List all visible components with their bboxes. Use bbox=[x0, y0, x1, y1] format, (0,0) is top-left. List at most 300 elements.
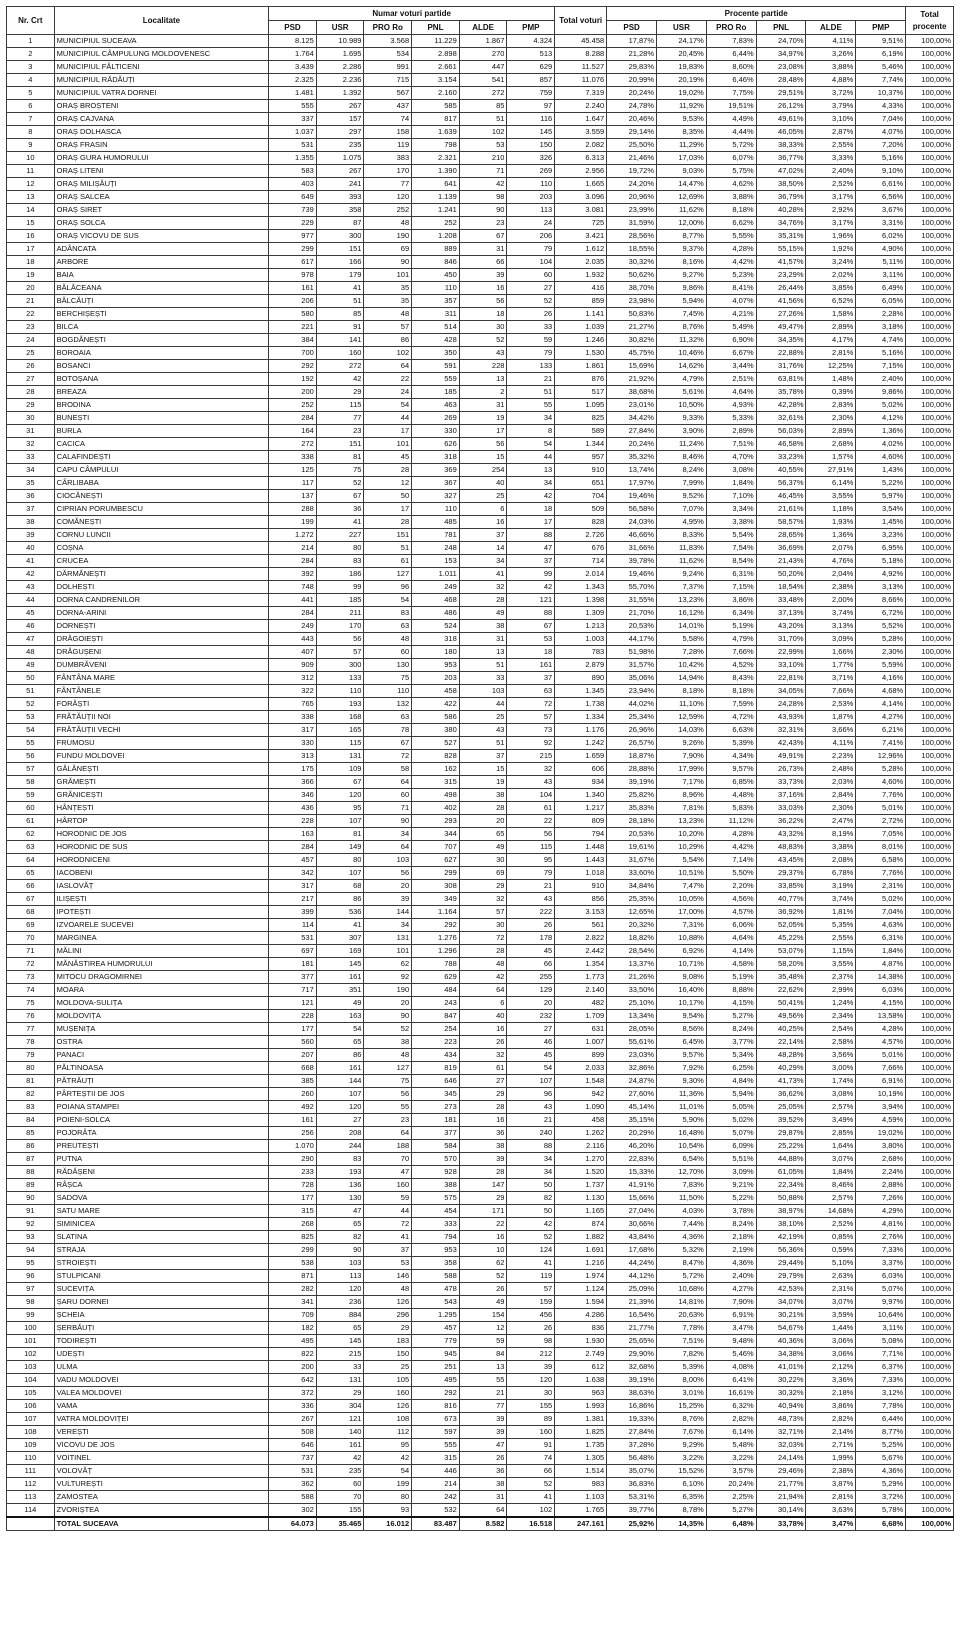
party-percent: 6,95% bbox=[856, 542, 906, 555]
party-vote-count: 977 bbox=[269, 230, 317, 243]
party-vote-count: 330 bbox=[269, 737, 317, 750]
party-percent: 3,80% bbox=[856, 1140, 906, 1153]
party-percent: 27,04% bbox=[607, 1205, 657, 1218]
party-vote-count: 161 bbox=[316, 1439, 364, 1452]
party-percent: 29,44% bbox=[756, 1257, 806, 1270]
party-vote-count: 700 bbox=[269, 347, 317, 360]
party-vote-count: 47 bbox=[459, 1439, 507, 1452]
total-votes: 794 bbox=[555, 828, 607, 841]
party-vote-count: 37 bbox=[459, 529, 507, 542]
party-vote-count: 217 bbox=[269, 893, 317, 906]
locality-name: BOSANCI bbox=[54, 360, 269, 373]
party-vote-count: 60 bbox=[364, 789, 412, 802]
total-votes: 1.262 bbox=[555, 1127, 607, 1140]
row-number: 42 bbox=[7, 568, 55, 581]
party-vote-count: 36 bbox=[316, 503, 364, 516]
party-vote-count: 103 bbox=[364, 854, 412, 867]
table-row bbox=[7, 1153, 954, 1166]
party-vote-count: 6 bbox=[459, 503, 507, 516]
total-votes: 1.659 bbox=[555, 750, 607, 763]
party-vote-count: 185 bbox=[316, 594, 364, 607]
row-number: 11 bbox=[7, 165, 55, 178]
total-votes: 1.090 bbox=[555, 1101, 607, 1114]
party-vote-count: 32 bbox=[459, 1049, 507, 1062]
row-number: 111 bbox=[7, 1465, 55, 1478]
table-row bbox=[7, 1296, 954, 1309]
table-row bbox=[7, 1387, 954, 1400]
party-percent: 23,98% bbox=[607, 295, 657, 308]
party-percent: 58,20% bbox=[756, 958, 806, 971]
party-vote-count: 145 bbox=[316, 1335, 364, 1348]
party-vote-count: 26 bbox=[507, 919, 555, 932]
table-row bbox=[7, 763, 954, 776]
locality-name: STROIEȘTI bbox=[54, 1257, 269, 1270]
party-vote-count: 32 bbox=[459, 893, 507, 906]
party-vote-count: 28 bbox=[459, 594, 507, 607]
party-vote-count: 130 bbox=[364, 659, 412, 672]
party-vote-count: 170 bbox=[316, 620, 364, 633]
party-percent: 6,07% bbox=[706, 152, 756, 165]
row-number: 16 bbox=[7, 230, 55, 243]
row-number: 2 bbox=[7, 48, 55, 61]
party-percent: 31,55% bbox=[607, 594, 657, 607]
locality-name: MĂNĂSTIREA HUMORULUI bbox=[54, 958, 269, 971]
locality-name: MARGINEA bbox=[54, 932, 269, 945]
party-vote-count: 73 bbox=[507, 724, 555, 737]
party-vote-count: 260 bbox=[269, 1088, 317, 1101]
party-percent: 5,94% bbox=[657, 295, 707, 308]
party-percent: 3,13% bbox=[856, 581, 906, 594]
party-percent: 20,29% bbox=[607, 1127, 657, 1140]
party-vote-count: 290 bbox=[269, 1153, 317, 1166]
party-percent: 53,07% bbox=[756, 945, 806, 958]
party-vote-count: 292 bbox=[412, 1387, 460, 1400]
party-vote-count: 447 bbox=[459, 61, 507, 74]
party-percent: 44,88% bbox=[756, 1153, 806, 1166]
party-percent: 4,64% bbox=[706, 932, 756, 945]
total-percent: 100,00% bbox=[906, 204, 954, 217]
party-vote-count: 88 bbox=[507, 607, 555, 620]
party-vote-count: 149 bbox=[316, 841, 364, 854]
total-votes: 509 bbox=[555, 503, 607, 516]
party-vote-count: 21 bbox=[507, 373, 555, 386]
party-vote-count: 350 bbox=[412, 347, 460, 360]
party-percent: 9,37% bbox=[657, 243, 707, 256]
party-percent: 2,08% bbox=[806, 854, 856, 867]
total-percent: 100,00% bbox=[906, 347, 954, 360]
locality-name: COMĂNEȘTI bbox=[54, 516, 269, 529]
party-vote-count: 857 bbox=[507, 74, 555, 87]
party-percent: 8,00% bbox=[657, 1374, 707, 1387]
party-percent: 6,78% bbox=[806, 867, 856, 880]
party-vote-count: 1.276 bbox=[412, 932, 460, 945]
total-votes: 1.213 bbox=[555, 620, 607, 633]
party-vote-count: 559 bbox=[412, 373, 460, 386]
party-vote-count: 51 bbox=[316, 295, 364, 308]
party-percent: 30,14% bbox=[756, 1504, 806, 1518]
party-percent: 20,99% bbox=[607, 74, 657, 87]
party-percent: 36,69% bbox=[756, 542, 806, 555]
party-vote-count: 107 bbox=[316, 815, 364, 828]
row-number: 71 bbox=[7, 945, 55, 958]
party-percent: 3,88% bbox=[806, 61, 856, 74]
party-vote-count: 29 bbox=[459, 1192, 507, 1205]
party-vote-count: 155 bbox=[316, 1504, 364, 1518]
party-percent: 3,57% bbox=[706, 1465, 756, 1478]
party-percent: 3,31% bbox=[856, 217, 906, 230]
party-percent: 52,05% bbox=[756, 919, 806, 932]
party-percent: 3,85% bbox=[806, 282, 856, 295]
total-votes: 482 bbox=[555, 997, 607, 1010]
party-vote-count: 114 bbox=[269, 919, 317, 932]
party-vote-count: 300 bbox=[316, 230, 364, 243]
party-vote-count: 978 bbox=[269, 269, 317, 282]
party-vote-count: 33 bbox=[316, 1361, 364, 1374]
row-number: 18 bbox=[7, 256, 55, 269]
locality-name: PĂTRĂUȚI bbox=[54, 1075, 269, 1088]
total-votes: 11.527 bbox=[555, 61, 607, 74]
header-party-votes: PMP bbox=[507, 21, 555, 35]
party-vote-count: 101 bbox=[364, 945, 412, 958]
party-vote-count: 16 bbox=[459, 1023, 507, 1036]
party-vote-count: 199 bbox=[364, 1478, 412, 1491]
party-vote-count: 86 bbox=[316, 893, 364, 906]
party-percent: 4,15% bbox=[856, 997, 906, 1010]
party-percent: 9,86% bbox=[856, 386, 906, 399]
party-vote-count: 70 bbox=[364, 1153, 412, 1166]
party-percent: 44,02% bbox=[607, 698, 657, 711]
party-vote-count: 38 bbox=[364, 1036, 412, 1049]
locality-name: GRĂMEȘTI bbox=[54, 776, 269, 789]
party-percent: 5,28% bbox=[856, 633, 906, 646]
party-vote-count: 34 bbox=[507, 477, 555, 490]
party-vote-count: 12 bbox=[364, 477, 412, 490]
party-percent: 6,44% bbox=[856, 1413, 906, 1426]
party-vote-count: 127 bbox=[364, 1062, 412, 1075]
party-vote-count: 252 bbox=[412, 217, 460, 230]
party-percent: 50,88% bbox=[756, 1192, 806, 1205]
table-row bbox=[7, 1309, 954, 1322]
party-vote-count: 40 bbox=[459, 1010, 507, 1023]
party-percent: 42,43% bbox=[756, 737, 806, 750]
party-vote-count: 384 bbox=[269, 334, 317, 347]
party-percent: 15,25% bbox=[657, 1400, 707, 1413]
row-number: 58 bbox=[7, 776, 55, 789]
party-percent: 2,18% bbox=[706, 1231, 756, 1244]
party-percent: 4,27% bbox=[856, 711, 906, 724]
table-row bbox=[7, 412, 954, 425]
party-vote-count: 457 bbox=[412, 1322, 460, 1335]
party-percent: 4,36% bbox=[706, 1257, 756, 1270]
party-vote-count: 161 bbox=[316, 971, 364, 984]
party-percent: 19,46% bbox=[607, 568, 657, 581]
party-percent: 21,77% bbox=[756, 1478, 806, 1491]
party-vote-count: 54 bbox=[364, 594, 412, 607]
party-vote-count: 991 bbox=[364, 61, 412, 74]
total-percent: 100,00% bbox=[906, 451, 954, 464]
party-vote-count: 1.695 bbox=[316, 48, 364, 61]
party-percent: 2,30% bbox=[806, 412, 856, 425]
total-votes: 942 bbox=[555, 1088, 607, 1101]
row-number: 80 bbox=[7, 1062, 55, 1075]
table-row bbox=[7, 1218, 954, 1231]
party-percent: 7,45% bbox=[657, 308, 707, 321]
party-vote-count: 555 bbox=[269, 100, 317, 113]
total-percent: 100,00% bbox=[906, 1413, 954, 1426]
party-percent: 16,48% bbox=[657, 1127, 707, 1140]
row-number: 83 bbox=[7, 1101, 55, 1114]
table-row bbox=[7, 295, 954, 308]
party-percent: 2,31% bbox=[856, 880, 906, 893]
party-percent: 4,07% bbox=[856, 126, 906, 139]
party-vote-count: 193 bbox=[316, 698, 364, 711]
party-percent: 4,60% bbox=[856, 776, 906, 789]
party-percent: 7,20% bbox=[856, 139, 906, 152]
total-percent: 100,00% bbox=[906, 594, 954, 607]
header-localitate: Localitate bbox=[54, 7, 269, 35]
party-percent: 4,07% bbox=[706, 295, 756, 308]
party-vote-count: 159 bbox=[507, 1296, 555, 1309]
party-percent: 36,83% bbox=[607, 1478, 657, 1491]
total-percent: 100,00% bbox=[906, 1504, 954, 1518]
table-row bbox=[7, 1439, 954, 1452]
party-vote-count: 133 bbox=[316, 672, 364, 685]
row-number: 44 bbox=[7, 594, 55, 607]
total-percent: 100,00% bbox=[906, 984, 954, 997]
party-vote-count: 580 bbox=[269, 308, 317, 321]
party-percent: 39,77% bbox=[607, 1504, 657, 1518]
party-percent: 7,90% bbox=[657, 750, 707, 763]
party-vote-count: 1.208 bbox=[412, 230, 460, 243]
total-votes: 3.421 bbox=[555, 230, 607, 243]
party-percent: 7,83% bbox=[657, 1179, 707, 1192]
locality-name: ORAȘ FRASIN bbox=[54, 139, 269, 152]
party-percent: 6,41% bbox=[706, 1374, 756, 1387]
locality-name: IZVOARELE SUCEVEI bbox=[54, 919, 269, 932]
row-number: 94 bbox=[7, 1244, 55, 1257]
party-percent: 7,78% bbox=[657, 1322, 707, 1335]
total-percent: 100,00% bbox=[906, 906, 954, 919]
table-row bbox=[7, 880, 954, 893]
party-percent: 5,48% bbox=[706, 1439, 756, 1452]
party-vote-count: 38 bbox=[459, 789, 507, 802]
party-percent: 25,65% bbox=[607, 1335, 657, 1348]
party-vote-count: 13 bbox=[459, 373, 507, 386]
party-vote-count: 169 bbox=[316, 945, 364, 958]
party-percent: 2,40% bbox=[856, 373, 906, 386]
party-vote-count: 27 bbox=[316, 1114, 364, 1127]
row-number: 47 bbox=[7, 633, 55, 646]
total-votes: 899 bbox=[555, 1049, 607, 1062]
total-votes: 458 bbox=[555, 1114, 607, 1127]
party-vote-count: 2.160 bbox=[412, 87, 460, 100]
party-vote-count: 80 bbox=[316, 854, 364, 867]
party-percent: 1,84% bbox=[806, 1166, 856, 1179]
party-vote-count: 8.125 bbox=[269, 35, 317, 48]
party-percent: 33,85% bbox=[756, 880, 806, 893]
party-percent: 5,97% bbox=[856, 490, 906, 503]
party-percent: 4,76% bbox=[806, 555, 856, 568]
party-percent: 47,02% bbox=[756, 165, 806, 178]
header-total-votes: Total voturi bbox=[555, 7, 607, 35]
party-vote-count: 531 bbox=[269, 1465, 317, 1478]
row-number: 12 bbox=[7, 178, 55, 191]
header-party-votes: PRO Ro bbox=[364, 21, 412, 35]
party-percent: 10,51% bbox=[657, 867, 707, 880]
party-percent: 13,23% bbox=[657, 815, 707, 828]
table-row bbox=[7, 1179, 954, 1192]
party-percent: 12,70% bbox=[657, 1166, 707, 1179]
party-vote-count: 583 bbox=[269, 165, 317, 178]
locality-name: BOGDĂNEȘTI bbox=[54, 334, 269, 347]
party-percent: 23,08% bbox=[756, 61, 806, 74]
party-vote-count: 42 bbox=[507, 581, 555, 594]
party-vote-count: 50 bbox=[364, 490, 412, 503]
row-number: 35 bbox=[7, 477, 55, 490]
total-votes: 7.319 bbox=[555, 87, 607, 100]
party-percent: 3,11% bbox=[856, 269, 906, 282]
party-vote-count: 29 bbox=[316, 386, 364, 399]
party-vote-count: 269 bbox=[412, 412, 460, 425]
party-percent: 22,88% bbox=[756, 347, 806, 360]
total-percent: 100,00% bbox=[906, 74, 954, 87]
locality-name: GRĂNICEȘTI bbox=[54, 789, 269, 802]
total-votes: 910 bbox=[555, 880, 607, 893]
total-percent: 100,00% bbox=[906, 438, 954, 451]
party-vote-count: 6 bbox=[459, 997, 507, 1010]
party-vote-count: 23 bbox=[459, 217, 507, 230]
total-percent: 100,00% bbox=[906, 35, 954, 48]
party-percent: 7,76% bbox=[856, 789, 906, 802]
party-percent: 2,54% bbox=[806, 1023, 856, 1036]
party-vote-count: 25 bbox=[459, 711, 507, 724]
party-vote-count: 228 bbox=[269, 1010, 317, 1023]
party-vote-count: 42 bbox=[459, 971, 507, 984]
party-percent: 27,84% bbox=[607, 1426, 657, 1439]
party-percent: 4,70% bbox=[706, 451, 756, 464]
table-row bbox=[7, 620, 954, 633]
party-percent: 7,10% bbox=[706, 490, 756, 503]
party-percent: 20,96% bbox=[607, 191, 657, 204]
locality-name: DUMBRĂVENI bbox=[54, 659, 269, 672]
party-vote-count: 436 bbox=[269, 802, 317, 815]
party-vote-count: 57 bbox=[364, 321, 412, 334]
row-number: 112 bbox=[7, 1478, 55, 1491]
party-percent: 7,28% bbox=[657, 646, 707, 659]
party-vote-count: 131 bbox=[316, 750, 364, 763]
locality-name: CRUCEA bbox=[54, 555, 269, 568]
party-vote-count: 31 bbox=[459, 243, 507, 256]
party-percent: 8,16% bbox=[657, 256, 707, 269]
table-row bbox=[7, 1478, 954, 1491]
total-percent: 100,00% bbox=[906, 230, 954, 243]
party-percent: 12,65% bbox=[607, 906, 657, 919]
party-percent: 2,04% bbox=[806, 568, 856, 581]
total-percent: 100,00% bbox=[906, 1335, 954, 1348]
party-percent: 55,15% bbox=[756, 243, 806, 256]
party-percent: 7,41% bbox=[856, 737, 906, 750]
party-vote-count: 63 bbox=[364, 711, 412, 724]
total-percent: 100,00% bbox=[906, 789, 954, 802]
row-number: 81 bbox=[7, 1075, 55, 1088]
total-percent: 100,00% bbox=[906, 620, 954, 633]
row-number: 61 bbox=[7, 815, 55, 828]
party-percent: 7,17% bbox=[657, 776, 707, 789]
party-percent: 39,78% bbox=[607, 555, 657, 568]
party-vote-count: 646 bbox=[269, 1439, 317, 1452]
party-percent: 2,23% bbox=[806, 750, 856, 763]
table-row bbox=[7, 672, 954, 685]
party-vote-count: 358 bbox=[412, 1257, 460, 1270]
party-vote-count: 284 bbox=[269, 555, 317, 568]
total-percent: 100,00% bbox=[906, 555, 954, 568]
party-vote-count: 160 bbox=[364, 1387, 412, 1400]
party-vote-count: 236 bbox=[316, 1296, 364, 1309]
party-vote-count: 146 bbox=[364, 1270, 412, 1283]
total-percent: 100,00% bbox=[906, 1218, 954, 1231]
party-vote-count: 48 bbox=[364, 308, 412, 321]
row-number: 21 bbox=[7, 295, 55, 308]
party-vote-count: 131 bbox=[364, 932, 412, 945]
party-vote-count: 77 bbox=[364, 178, 412, 191]
table-row bbox=[7, 776, 954, 789]
party-percent: 3,18% bbox=[856, 321, 906, 334]
party-vote-count: 16 bbox=[459, 282, 507, 295]
party-percent: 2,18% bbox=[806, 1387, 856, 1400]
total-votes: 676 bbox=[555, 542, 607, 555]
total-percent: 100,00% bbox=[906, 1478, 954, 1491]
party-vote-count: 267 bbox=[316, 165, 364, 178]
party-vote-count: 241 bbox=[316, 178, 364, 191]
party-percent: 3,08% bbox=[806, 1088, 856, 1101]
party-vote-count: 72 bbox=[507, 698, 555, 711]
party-vote-count: 72 bbox=[364, 750, 412, 763]
table-row bbox=[7, 1426, 954, 1439]
locality-name: IPOTEȘTI bbox=[54, 906, 269, 919]
locality-name: DRĂGUȘENI bbox=[54, 646, 269, 659]
party-vote-count: 24 bbox=[364, 386, 412, 399]
party-vote-count: 32 bbox=[459, 581, 507, 594]
party-vote-count: 107 bbox=[507, 1075, 555, 1088]
table-row bbox=[7, 906, 954, 919]
table-row bbox=[7, 1036, 954, 1049]
party-vote-count: 95 bbox=[316, 802, 364, 815]
locality-name: ORAȘ SOLCA bbox=[54, 217, 269, 230]
party-percent: 45,14% bbox=[607, 1101, 657, 1114]
total-votes: 1.647 bbox=[555, 113, 607, 126]
party-vote-count: 584 bbox=[412, 1140, 460, 1153]
party-vote-count: 531 bbox=[269, 932, 317, 945]
party-vote-count: 717 bbox=[269, 984, 317, 997]
party-percent: 28,65% bbox=[756, 529, 806, 542]
party-percent: 4,08% bbox=[706, 1361, 756, 1374]
party-percent: 46,45% bbox=[756, 490, 806, 503]
party-percent: 40,77% bbox=[756, 893, 806, 906]
total-votes: 1.354 bbox=[555, 958, 607, 971]
party-vote-count: 254 bbox=[459, 464, 507, 477]
party-percent: 41,56% bbox=[756, 295, 806, 308]
locality-name: CORNU LUNCII bbox=[54, 529, 269, 542]
party-percent: 32,03% bbox=[756, 1439, 806, 1452]
table-row bbox=[7, 1400, 954, 1413]
party-vote-count: 125 bbox=[269, 464, 317, 477]
party-vote-count: 20 bbox=[459, 815, 507, 828]
party-percent: 14,94% bbox=[657, 672, 707, 685]
party-vote-count: 83 bbox=[316, 1153, 364, 1166]
party-percent: 19,46% bbox=[607, 490, 657, 503]
party-vote-count: 170 bbox=[364, 165, 412, 178]
party-percent: 5,46% bbox=[856, 61, 906, 74]
